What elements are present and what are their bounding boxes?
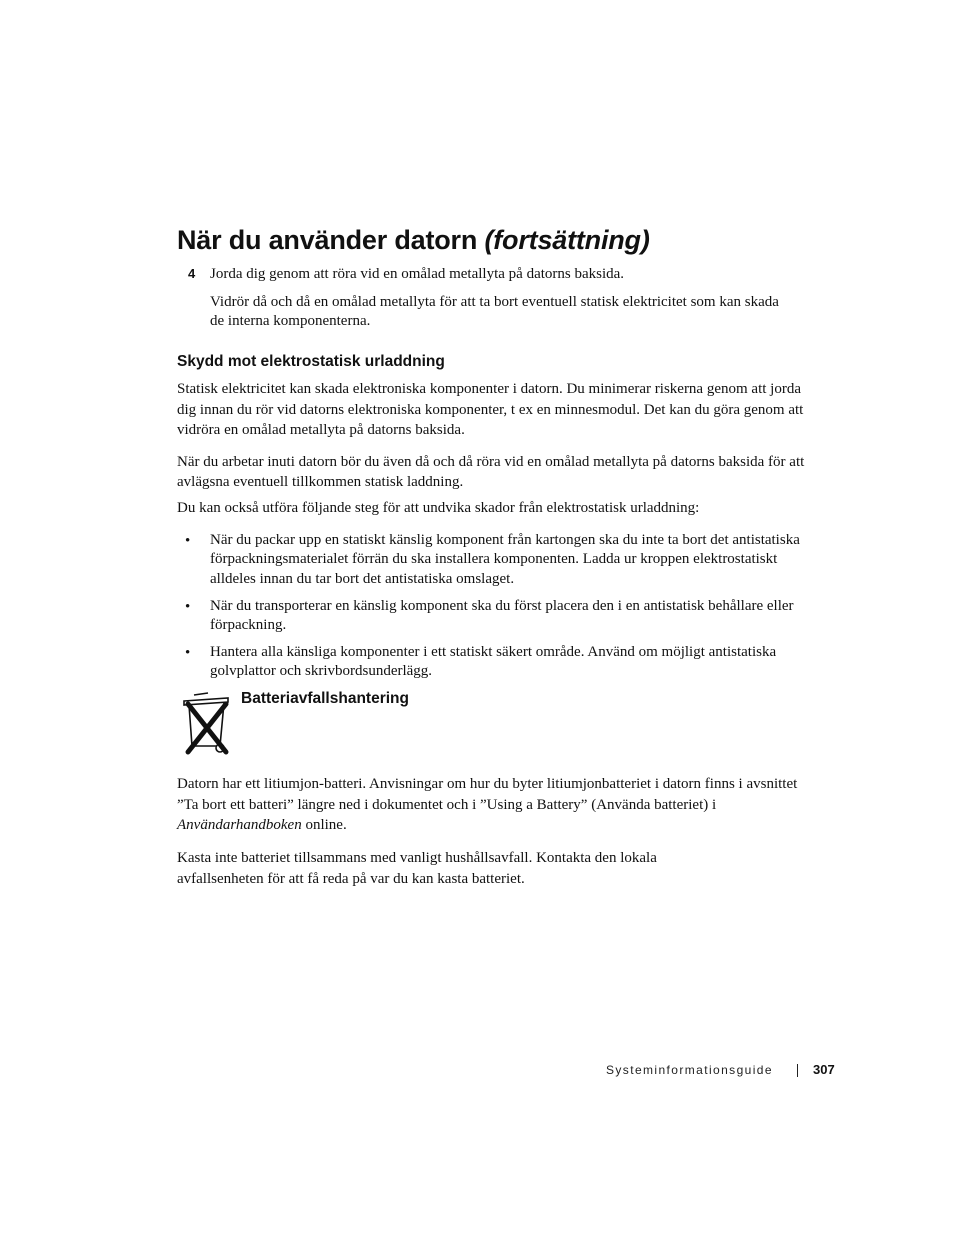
crossed-out-wheeled-bin-icon [180, 690, 234, 756]
step-text: Jorda dig genom att röra vid en omålad metallyta på datorns baksida. [210, 266, 625, 282]
battery-paragraph-2: Kasta inte batteriet tillsammans med vanligt hushållsavfall. Kontakta den lokala avfallsenheten för att få reda på var du kan kasta batteriet. [177, 850, 657, 887]
user-guide-title: Användarhandboken [177, 817, 302, 833]
step-number: 4 [188, 266, 196, 281]
esd-paragraph-2: När du arbetar inuti datorn bör du även då och då röra vid en omålad metallyta på datorns baksida för att avlägsna eventuell tillkommen statisk laddning. [177, 454, 805, 490]
battery-paragraph-1 [177, 774, 822, 836]
esd-bullet-2: När du transporterar en känslig komponent ska du först placera den i en antistatisk behållare eller förpackning. [210, 598, 794, 633]
footer-guide-name: Systeminformationsguide [606, 1063, 773, 1077]
esd-heading: Skydd mot elektrostatisk urladdning [177, 353, 445, 370]
title-continued: (fortsättning) [484, 225, 650, 255]
esd-paragraph-3: Du kan också utföra följande steg för att undvika skador från elektrostatisk urladdning: [177, 500, 700, 516]
page-number: 307 [813, 1062, 835, 1077]
step-note: Vidrör då och då en omålad metallyta för att ta bort eventuell statisk elektricitet som kan skada de interna komponenterna. [210, 294, 779, 329]
page-title [177, 220, 650, 260]
battery-paragraph-1-tail: online. [301, 817, 347, 833]
battery-paragraph-1-text: Datorn har ett litiumjon-batteri. Anvisningar om hur du byter litiumjonbatteriet i datorn finns i avsnittet ”Ta bort ett batteri” längre ned i dokumentet och i ”Using a Battery” (Använda batteriet) i [177, 776, 798, 813]
esd-paragraph-1: Statisk elektricitet kan skada elektroniska komponenter i datorn. Du minimerar riskerna genom att jorda dig innan du rör vid datorns elektroniska komponenter, t ex en minnesmodul. Det kan du göra genom att vidröra en omålad metallyta på datorns baksida. [177, 381, 804, 438]
esd-bullet-3: Hantera alla känsliga komponenter i ett statiskt säkert område. Använd om möjligt antistatiska golvplattor och skrivbordsunderlägg. [210, 644, 777, 679]
esd-bullet-1: När du packar upp en statiskt känslig komponent från kartongen ska du inte ta bort det antistatiska förpackningsmaterialet förrän du ska installera komponenten. Ladda ur kroppen elektrostatiskt alldeles innan du tar bort det antistatiska omslaget. [210, 532, 800, 587]
battery-heading: Batteriavfallshantering [241, 690, 409, 707]
bullet-symbol: • [185, 533, 191, 549]
bullet-symbol: • [185, 645, 191, 661]
bullet-symbol: • [185, 599, 191, 615]
title-main: När du använder datorn [177, 225, 478, 255]
footer-separator [797, 1064, 798, 1077]
